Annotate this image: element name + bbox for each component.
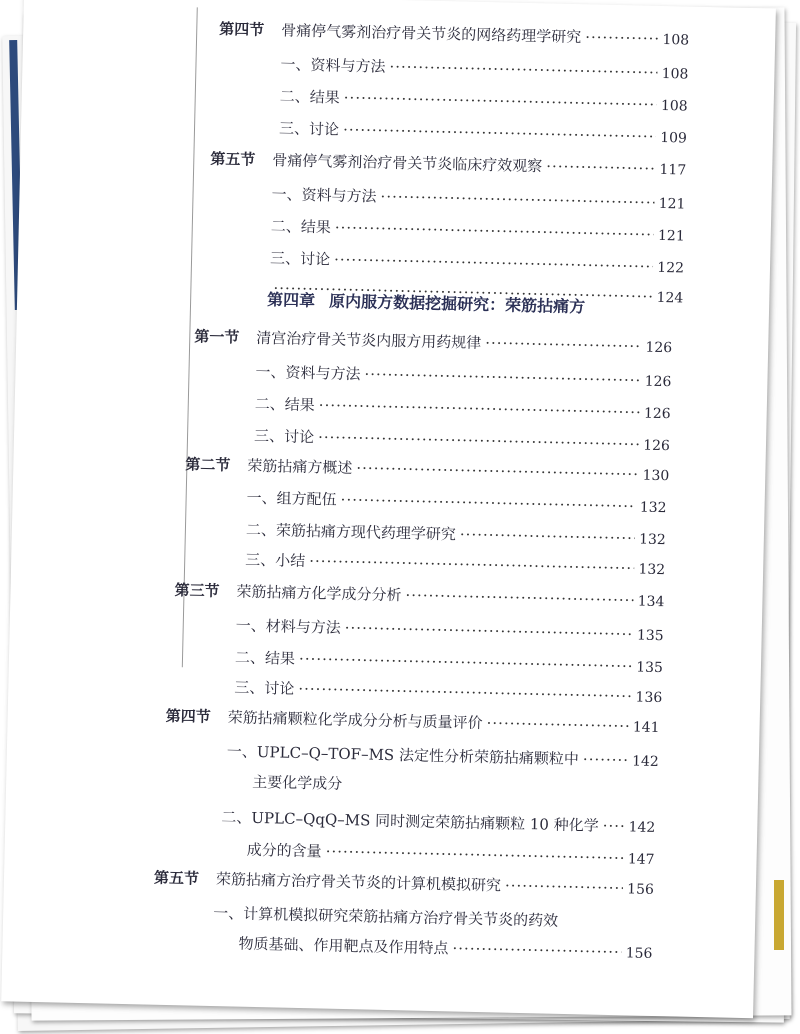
leader-dots (389, 56, 658, 84)
cover-edge-yellow (774, 880, 784, 950)
section-label: 第一节 (194, 327, 240, 347)
section-label: 第二节 (185, 455, 231, 475)
toc-section[interactable] (219, 18, 689, 52)
page-number: 108 (661, 65, 689, 83)
subsection-title: 二、结果 (234, 648, 296, 668)
leader-dots (335, 217, 655, 246)
leader-dots (309, 550, 635, 579)
subsection-title: 三、讨论 (269, 249, 331, 269)
subsection-title: 一、资料与方法 (271, 185, 377, 206)
toc-subsection[interactable] (255, 361, 671, 393)
page-number: 156 (625, 945, 653, 962)
toc-subsection[interactable] (227, 740, 659, 773)
page-number: 108 (660, 97, 688, 115)
leader-dots (344, 87, 658, 116)
section-title: 骨痛停气雾剂治疗骨关节炎的网络药理学研究 (281, 21, 582, 47)
toc-subsection[interactable] (235, 646, 663, 679)
section-label: 第三节 (174, 581, 220, 601)
page-number: 142 (628, 819, 656, 837)
leader-dots (460, 523, 636, 549)
toc-section[interactable] (165, 705, 659, 739)
subsection-title: 二、结果 (254, 394, 316, 415)
subsection-title: 一、材料与方法 (235, 616, 341, 637)
page-number: 108 (662, 31, 690, 49)
page-number: 124 (656, 289, 684, 307)
page-number: 117 (659, 161, 687, 179)
toc-subsection[interactable] (245, 549, 665, 582)
page-number: 134 (637, 593, 665, 611)
page-number: 121 (657, 227, 685, 245)
page-number: 130 (642, 467, 670, 485)
leader-dots (356, 457, 639, 485)
subsection-title: 三、讨论 (253, 426, 315, 447)
toc-section[interactable] (185, 453, 669, 487)
leader-dots (343, 119, 657, 148)
toc-subsection[interactable] (234, 676, 662, 709)
toc-continuation[interactable] (238, 933, 652, 965)
page-number: 126 (643, 405, 671, 423)
section-title: 荣筋拈痛方概述 (247, 456, 353, 478)
leader-dots (486, 712, 629, 737)
leader-dots (340, 489, 636, 518)
toc-section[interactable] (194, 325, 672, 359)
toc-subsection[interactable] (255, 393, 671, 425)
subsection-title: 二、荣筋拈痛方现代药理学研究 (245, 520, 457, 544)
leader-dots (318, 426, 640, 455)
leader-dots (334, 249, 654, 278)
subsection-title-continued: 主要化学成分 (252, 772, 343, 793)
chapter-label: 第四章 (266, 290, 316, 311)
subsection-title: 三、讨论 (234, 678, 295, 698)
subsection-title-continued: 成分的含量 (246, 840, 322, 861)
section-title: 骨痛停气雾剂治疗骨关节炎临床疗效观察 (272, 151, 543, 176)
toc-subsection[interactable] (246, 519, 666, 552)
leader-dots (505, 875, 624, 900)
subsection-title: 一、组方配伍 (246, 488, 337, 509)
leader-dots (602, 815, 624, 837)
toc-section[interactable] (154, 867, 654, 901)
page-number: 136 (635, 689, 663, 707)
subsection-title: 三、讨论 (278, 119, 340, 139)
leader-dots (546, 155, 656, 179)
leader-dots (485, 332, 642, 358)
page-number: 132 (639, 499, 667, 517)
page-number: 135 (636, 659, 664, 677)
toc-subsection[interactable] (280, 53, 688, 85)
subsection-title: 二、结果 (279, 87, 340, 107)
leader-dots (583, 748, 629, 771)
chapter-title: 原内服方数据挖掘研究：荣筋拈痛方 (328, 291, 586, 317)
subsection-title-continued: 物质基础、作用靶点及作用特点 (238, 934, 449, 958)
toc-section[interactable] (174, 579, 664, 613)
table-of-contents (24, 0, 776, 962)
page-number: 135 (636, 627, 664, 645)
toc-subsection[interactable] (271, 215, 685, 247)
toc-subsection[interactable] (246, 487, 666, 520)
toc-subsection[interactable] (221, 806, 655, 839)
toc-subsection[interactable] (279, 117, 687, 149)
section-title: 清宫治疗骨关节炎内服方用药规律 (256, 328, 482, 352)
section-title: 荣筋拈痛方治疗骨关节炎的计算机模拟研究 (215, 870, 502, 895)
subsection-title: 一、资料与方法 (280, 55, 386, 76)
section-label: 第四节 (165, 706, 211, 726)
page-number: 142 (631, 753, 659, 771)
section-title: 荣筋拈痛颗粒化学成分分析与质量评价 (227, 708, 483, 733)
page-number: 109 (660, 129, 688, 147)
page-number: 126 (644, 373, 672, 391)
page-number: 132 (638, 561, 666, 579)
section-label: 第五节 (210, 149, 256, 169)
subsection-title: 三、小结 (245, 550, 306, 570)
page-number: 141 (632, 719, 660, 737)
page-number: 126 (643, 437, 671, 455)
subsection-title: 二、UPLC–QqQ–MS 同时测定荣筋拈痛颗粒 10 种化学 (221, 808, 599, 835)
toc-page (1, 0, 776, 1018)
leader-dots (299, 648, 633, 678)
page-number: 122 (657, 259, 685, 277)
subsection-title[interactable]: 一、计算机模拟研究荣筋拈痛方治疗骨关节炎的药效 (213, 904, 559, 930)
page-number: 126 (645, 339, 673, 357)
leader-dots (345, 617, 634, 646)
leader-dots (319, 394, 641, 423)
page-number: 121 (658, 195, 686, 213)
toc-continuation[interactable] (246, 839, 654, 871)
leader-dots (380, 186, 655, 214)
toc-section[interactable] (210, 148, 686, 182)
leader-dots (325, 841, 624, 870)
section-label: 第四节 (219, 19, 265, 39)
leader-dots (298, 678, 632, 708)
leader-dots (364, 363, 641, 391)
subsection-title: 一、UPLC–Q–TOF–MS 法定性分析荣筋拈痛颗粒中 (226, 742, 580, 769)
page-number: 132 (638, 531, 666, 549)
toc-subsection[interactable] (235, 614, 663, 647)
page-number: 156 (626, 881, 655, 898)
leader-dots (585, 26, 659, 50)
toc-subsection[interactable] (271, 183, 685, 215)
toc-subsection[interactable] (280, 85, 688, 117)
toc-subsection[interactable] (254, 425, 670, 457)
subsection-title: 一、资料与方法 (255, 362, 361, 384)
toc-subsection[interactable] (270, 247, 684, 279)
leader-dots (405, 584, 634, 611)
subsection-title: 二、结果 (270, 217, 332, 237)
leader-dots (452, 937, 622, 963)
section-title: 荣筋拈痛方化学成分分析 (236, 582, 402, 605)
page-number: 147 (627, 851, 655, 868)
section-label: 第五节 (153, 868, 200, 888)
